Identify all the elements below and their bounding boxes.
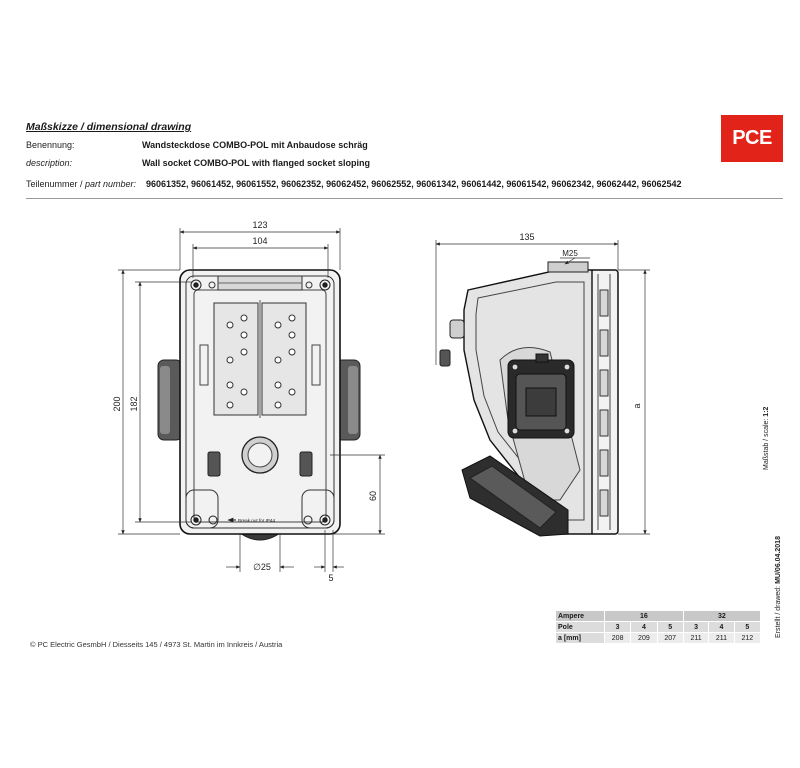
description-label: description: (26, 158, 73, 168)
description-value: Wall socket COMBO-POL with flanged socket sloping (142, 158, 371, 168)
pole-cell: 5 (734, 622, 760, 633)
pole-label: Pole (556, 622, 605, 633)
pce-logo: PCE (721, 115, 783, 162)
dim-height-inner: 182 (129, 396, 139, 412)
a-cell: 209 (631, 633, 657, 644)
side-view (440, 262, 618, 536)
a-cell: 211 (709, 633, 734, 644)
dim-height-outer: 200 (112, 396, 122, 412)
ampere-label: Ampere (556, 611, 605, 622)
dim-diameter: ∅25 (253, 562, 271, 572)
pole-cell: 4 (709, 622, 734, 633)
ampere-32: 32 (683, 611, 760, 622)
a-cell: 212 (734, 633, 760, 644)
a-cell: 207 (657, 633, 683, 644)
table-row (556, 611, 761, 622)
created-label: Erstellt / drawed: (775, 585, 782, 638)
part-number-label-en: part number: (85, 179, 137, 189)
designation-label: Benennung: (26, 140, 75, 150)
dim-a: a (632, 403, 642, 409)
created-value: MU/06.04.2018 (775, 536, 782, 584)
dim-depth: 135 (519, 232, 535, 242)
a-cell: 208 (605, 633, 631, 644)
company-footer: © PC Electric GesmbH / Diesseits 145 / 4973 St. Martin im Innkreis / Austria (30, 640, 283, 649)
pole-cell: 3 (683, 622, 708, 633)
created-info (775, 536, 782, 638)
designation-value: Wandsteckdose COMBO-POL mit Anbaudose schräg (142, 140, 368, 150)
drawing-title: Maßskizze / dimensional drawing (26, 121, 192, 133)
scale-value: 1:2 (763, 406, 770, 417)
pole-cell: 5 (657, 622, 683, 633)
a-cell: 211 (683, 633, 708, 644)
breakout-label: Break out for IP44 (238, 518, 276, 523)
scale-label: Maßstab / scale: (763, 418, 770, 470)
table-row (556, 633, 761, 644)
pole-cell: 3 (605, 622, 631, 633)
part-number-value: 96061352, 96061452, 96061552, 96062352, 96062452, 96062552, 96061342, 96061442, 96061542, 96062342, 96062442, 96062542 (146, 179, 682, 189)
dim-width-outer: 123 (252, 220, 268, 230)
ampere-16: 16 (605, 611, 684, 622)
pole-cell: 4 (631, 622, 657, 633)
dim-60: 60 (368, 490, 378, 502)
ampere-table (555, 610, 761, 644)
part-number-label-de: Teilenummer / (26, 179, 86, 189)
scale-info (763, 407, 770, 470)
front-view (158, 270, 360, 540)
dim-width-inner: 104 (252, 236, 268, 246)
table-row (556, 622, 761, 633)
dim-5: 5 (328, 573, 334, 583)
dim-m25: M25 (562, 249, 578, 258)
a-mm-label: a [mm] (556, 633, 605, 644)
